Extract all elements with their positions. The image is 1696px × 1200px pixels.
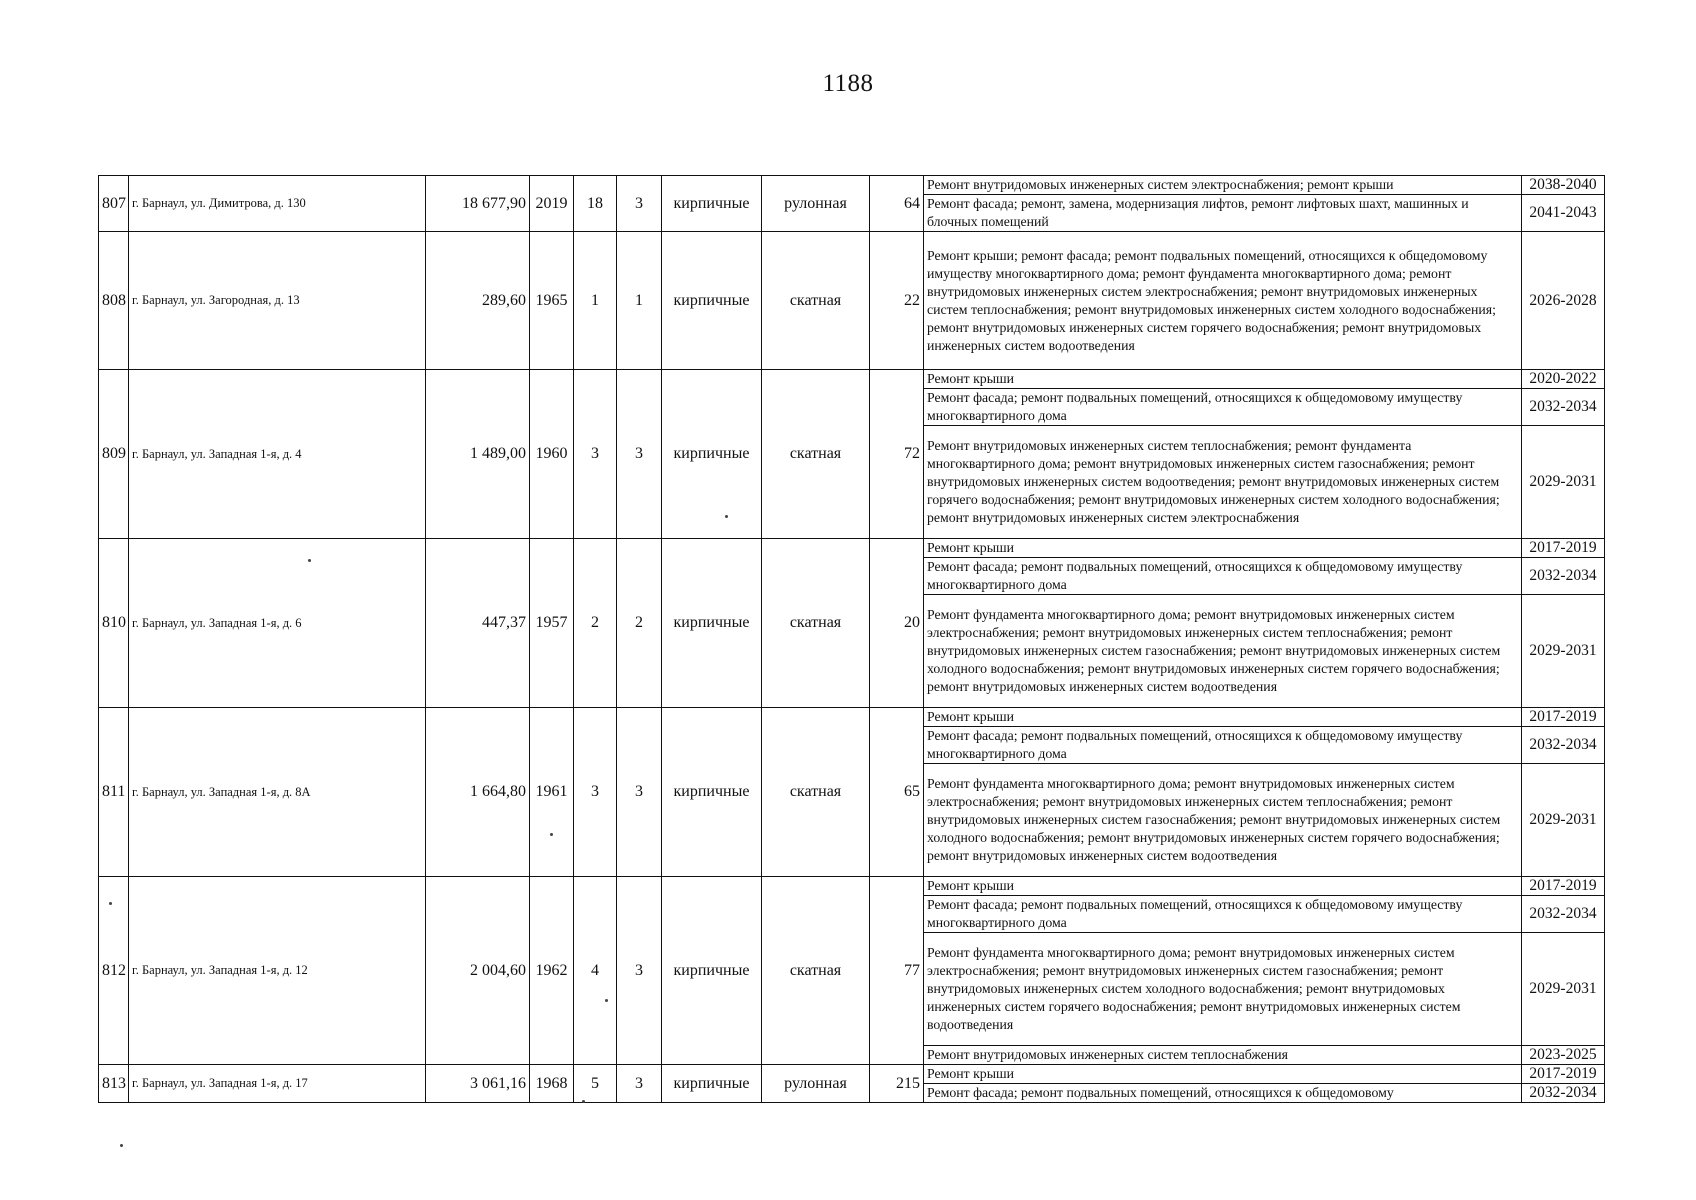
year-cell: 1965 [530, 232, 574, 370]
area-cell: 289,60 [426, 232, 530, 370]
work-description-cell: Ремонт крыши [924, 370, 1522, 389]
table-row [99, 877, 1605, 896]
work-description-cell: Ремонт внутридомовых инженерных систем теплоснабжения [924, 1046, 1522, 1065]
floors-cell: 3 [574, 370, 617, 539]
floors-cell: 3 [574, 708, 617, 877]
work-period-cell: 2020-2022 [1522, 370, 1605, 389]
entrances-cell: 3 [617, 370, 662, 539]
work-description-cell: Ремонт крыши [924, 877, 1522, 896]
scan-speck [550, 833, 553, 836]
repair-schedule-table [98, 175, 1605, 1103]
work-description-cell: Ремонт крыши [924, 708, 1522, 727]
year-cell: 1968 [530, 1065, 574, 1103]
row-number: 809 [99, 370, 129, 539]
work-period-cell: 2032-2034 [1522, 1084, 1605, 1103]
apartments-cell: 77 [870, 877, 924, 1065]
floors-cell: 4 [574, 877, 617, 1065]
area-cell: 1 489,00 [426, 370, 530, 539]
year-cell: 1962 [530, 877, 574, 1065]
address-cell: г. Барнаул, ул. Загородная, д. 13 [129, 232, 426, 370]
wall-material-cell: кирпичные [662, 370, 762, 539]
year-cell: 1961 [530, 708, 574, 877]
area-cell: 1 664,80 [426, 708, 530, 877]
work-description-cell: Ремонт внутридомовых инженерных систем электроснабжения; ремонт крыши [924, 176, 1522, 195]
address-cell: г. Барнаул, ул. Западная 1-я, д. 4 [129, 370, 426, 539]
table-row [99, 708, 1605, 727]
work-description-cell: Ремонт внутридомовых инженерных систем теплоснабжения; ремонт фундамента многоквартирного дома; ремонт внутридомовых инженерных систем газоснабжения; ремонт внутридомовых инженерных систем водоотведения; ремонт внутридомовых инженерных систем горячего водоснабжения; ремонт внутридомовых инженерных систем холодного водоснабжения; ремонт внутридомовых инженерных систем электроснабжения [924, 426, 1522, 539]
roof-type-cell: скатная [762, 708, 870, 877]
work-description-cell: Ремонт фасада; ремонт подвальных помещений, относящихся к общедомовому имуществу многоквартирного дома [924, 558, 1522, 595]
apartments-cell: 72 [870, 370, 924, 539]
work-period-cell: 2023-2025 [1522, 1046, 1605, 1065]
roof-type-cell: рулонная [762, 1065, 870, 1103]
roof-type-cell: скатная [762, 877, 870, 1065]
floors-cell: 1 [574, 232, 617, 370]
entrances-cell: 3 [617, 708, 662, 877]
entrances-cell: 1 [617, 232, 662, 370]
apartments-cell: 64 [870, 176, 924, 232]
work-period-cell: 2029-2031 [1522, 764, 1605, 877]
work-description-cell: Ремонт фундамента многоквартирного дома; ремонт внутридомовых инженерных систем электроснабжения; ремонт внутридомовых инженерных систем теплоснабжения; ремонт внутридомовых инженерных систем газоснабжения; ремонт внутридомовых инженерных систем холодного водоснабжения; ремонт внутридомовых инженерных систем горячего водоснабжения; ремонт внутридомовых инженерных систем водоотведения [924, 595, 1522, 708]
scan-speck [582, 1100, 585, 1103]
wall-material-cell: кирпичные [662, 877, 762, 1065]
roof-type-cell: скатная [762, 539, 870, 708]
row-number: 808 [99, 232, 129, 370]
floors-cell: 2 [574, 539, 617, 708]
wall-material-cell: кирпичные [662, 708, 762, 877]
apartments-cell: 215 [870, 1065, 924, 1103]
work-description-cell: Ремонт фасада; ремонт подвальных помещений, относящихся к общедомовому имуществу многоквартирного дома [924, 389, 1522, 426]
row-number: 813 [99, 1065, 129, 1103]
year-cell: 1960 [530, 370, 574, 539]
entrances-cell: 3 [617, 176, 662, 232]
year-cell: 2019 [530, 176, 574, 232]
entrances-cell: 3 [617, 877, 662, 1065]
work-period-cell: 2029-2031 [1522, 426, 1605, 539]
work-period-cell: 2017-2019 [1522, 1065, 1605, 1084]
scan-speck [605, 999, 608, 1002]
work-description-cell: Ремонт крыши [924, 1065, 1522, 1084]
row-number: 810 [99, 539, 129, 708]
work-period-cell: 2017-2019 [1522, 539, 1605, 558]
row-number: 812 [99, 877, 129, 1065]
work-description-cell: Ремонт крыши; ремонт фасада; ремонт подвальных помещений, относящихся к общедомовому имуществу многоквартирного дома; ремонт фундамента многоквартирного дома; ремонт внутридомовых инженерных систем электроснабжения; ремонт внутридомовых инженерных систем теплоснабжения; ремонт внутридомовых инженерных систем холодного водоснабжения; ремонт внутридомовых инженерных систем горячего водоснабжения; ремонт внутридомовых инженерных систем водоотведения [924, 232, 1522, 370]
work-period-cell: 2038-2040 [1522, 176, 1605, 195]
work-description-cell: Ремонт фасада; ремонт подвальных помещений, относящихся к общедомовому имуществу многоквартирного дома [924, 896, 1522, 933]
area-cell: 3 061,16 [426, 1065, 530, 1103]
wall-material-cell: кирпичные [662, 232, 762, 370]
wall-material-cell: кирпичные [662, 1065, 762, 1103]
address-cell: г. Барнаул, ул. Западная 1-я, д. 12 [129, 877, 426, 1065]
roof-type-cell: скатная [762, 370, 870, 539]
work-period-cell: 2026-2028 [1522, 232, 1605, 370]
address-cell: г. Барнаул, ул. Западная 1-я, д. 6 [129, 539, 426, 708]
address-cell: г. Барнаул, ул. Западная 1-я, д. 8А [129, 708, 426, 877]
work-description-cell: Ремонт фасада; ремонт подвальных помещений, относящихся к общедомовому [924, 1084, 1522, 1103]
table-row [99, 232, 1605, 370]
table-row [99, 1065, 1605, 1084]
area-cell: 447,37 [426, 539, 530, 708]
scan-speck [725, 515, 728, 518]
roof-type-cell: рулонная [762, 176, 870, 232]
scan-speck [120, 1144, 123, 1147]
row-number: 811 [99, 708, 129, 877]
roof-type-cell: скатная [762, 232, 870, 370]
work-period-cell: 2032-2034 [1522, 727, 1605, 764]
entrances-cell: 3 [617, 1065, 662, 1103]
area-cell: 18 677,90 [426, 176, 530, 232]
work-period-cell: 2032-2034 [1522, 389, 1605, 426]
work-period-cell: 2017-2019 [1522, 877, 1605, 896]
scan-speck [109, 902, 112, 905]
work-period-cell: 2032-2034 [1522, 896, 1605, 933]
apartments-cell: 65 [870, 708, 924, 877]
wall-material-cell: кирпичные [662, 539, 762, 708]
work-period-cell: 2029-2031 [1522, 933, 1605, 1046]
wall-material-cell: кирпичные [662, 176, 762, 232]
address-cell: г. Барнаул, ул. Западная 1-я, д. 17 [129, 1065, 426, 1103]
address-cell: г. Барнаул, ул. Димитрова, д. 130 [129, 176, 426, 232]
table-row [99, 370, 1605, 389]
table-row [99, 539, 1605, 558]
floors-cell: 5 [574, 1065, 617, 1103]
work-description-cell: Ремонт фасада; ремонт, замена, модернизация лифтов, ремонт лифтовых шахт, машинных и блочных помещений [924, 195, 1522, 232]
work-period-cell: 2041-2043 [1522, 195, 1605, 232]
apartments-cell: 20 [870, 539, 924, 708]
row-number: 807 [99, 176, 129, 232]
work-period-cell: 2017-2019 [1522, 708, 1605, 727]
work-period-cell: 2029-2031 [1522, 595, 1605, 708]
work-description-cell: Ремонт крыши [924, 539, 1522, 558]
page-number: 1188 [822, 70, 874, 97]
table-row [99, 176, 1605, 195]
scan-speck [308, 559, 311, 562]
work-description-cell: Ремонт фасада; ремонт подвальных помещений, относящихся к общедомовому имуществу многоквартирного дома [924, 727, 1522, 764]
work-description-cell: Ремонт фундамента многоквартирного дома; ремонт внутридомовых инженерных систем электроснабжения; ремонт внутридомовых инженерных систем теплоснабжения; ремонт внутридомовых инженерных систем газоснабжения; ремонт внутридомовых инженерных систем холодного водоснабжения; ремонт внутридомовых инженерных систем горячего водоснабжения; ремонт внутридомовых инженерных систем водоотведения [924, 764, 1522, 877]
work-description-cell: Ремонт фундамента многоквартирного дома; ремонт внутридомовых инженерных систем электроснабжения; ремонт внутридомовых инженерных систем газоснабжения; ремонт внутридомовых инженерных систем холодного водоснабжения; ремонт внутридомовых инженерных систем горячего водоснабжения; ремонт внутридомовых инженерных систем водоотведения [924, 933, 1522, 1046]
area-cell: 2 004,60 [426, 877, 530, 1065]
apartments-cell: 22 [870, 232, 924, 370]
floors-cell: 18 [574, 176, 617, 232]
work-period-cell: 2032-2034 [1522, 558, 1605, 595]
entrances-cell: 2 [617, 539, 662, 708]
year-cell: 1957 [530, 539, 574, 708]
